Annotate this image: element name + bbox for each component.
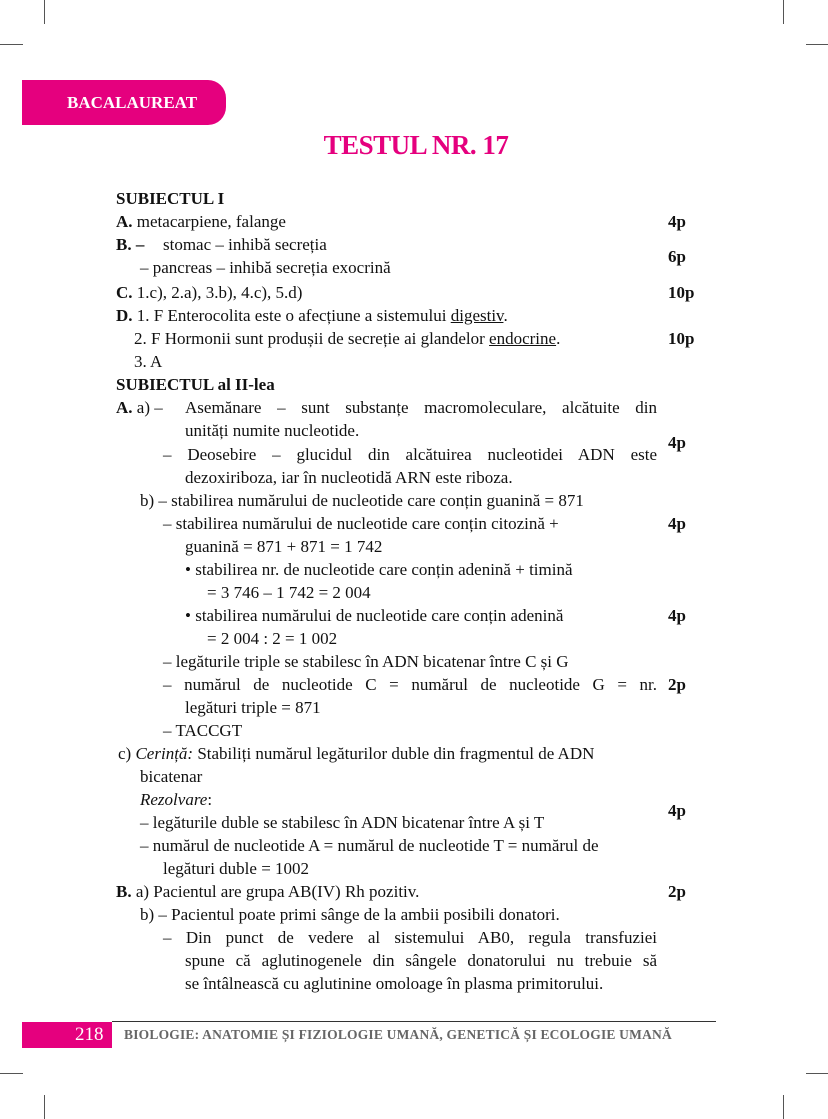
points: 10p	[668, 283, 695, 302]
heading-subiectul-2: SUBIECTUL al II-lea	[116, 375, 275, 394]
answer-1b-2: – pancreas – inhibă secreția exocrină	[140, 258, 391, 277]
points: 4p	[668, 212, 686, 231]
points: 6p	[668, 247, 686, 266]
answer-2c-4: – legăturile duble se stabilesc în ADN bicatenar între A și T	[140, 813, 545, 832]
answer-2c-5: – numărul de nucleotide A = numărul de nucleotide T = numărul de	[140, 836, 599, 855]
footer-book-title: BIOLOGIE: ANATOMIE ȘI FIZIOLOGIE UMANĂ, GENETICĂ ȘI ECOLOGIE UMANĂ	[124, 1027, 672, 1042]
answer-2b-7: = 2 004 : 2 = 1 002	[207, 629, 338, 648]
answer-2B-b1: b) – Pacientul poate primi sânge de la ambii posibili donatori.	[140, 905, 560, 924]
answer-1b: B. –	[116, 235, 145, 254]
crop-mark	[0, 1073, 23, 1074]
answer-2b-5: = 3 746 – 1 742 = 2 004	[207, 583, 371, 602]
page-title-text: TESTUL NR. 17	[323, 130, 509, 160]
section-tab-label: BACALAUREAT	[67, 93, 198, 112]
answer-2b-4: • stabilirea nr. de nucleotide care conțin adenină + timină	[185, 560, 573, 579]
answer-2c-6: legături duble = 1002	[163, 859, 310, 878]
answer-2b-6: • stabilirea numărului de nucleotide care conțin adenină	[185, 606, 564, 625]
answer-1d-2: 2. F Hormonii sunt produșii de secreție ai glandelor endocrine.	[134, 329, 561, 348]
answer-1d-3: 3. A	[134, 352, 163, 371]
answer-2a-2: unități numite nucleotide.	[185, 421, 360, 440]
answer-2c-2: bicatenar	[140, 767, 203, 786]
crop-mark	[0, 44, 23, 45]
answer-2b-8: – legăturile triple se stabilesc în ADN bicatenar între C și G	[163, 652, 569, 671]
page-title	[0, 130, 828, 161]
section-tab	[22, 80, 226, 125]
answer-2B-b2: – Din punct de vedere al sistemului AB0, regula transfuziei	[163, 928, 657, 947]
answer-2c-3: Rezolvare:	[140, 790, 213, 809]
answer-2a-label: A. a) –	[116, 398, 163, 417]
heading-subiectul-1: SUBIECTUL I	[116, 189, 225, 208]
page-number: 218	[75, 1024, 104, 1045]
answer-1a: A. metacarpiene, falange	[116, 212, 286, 231]
crop-mark	[44, 0, 45, 24]
answer-2a-1: Asemănare – sunt substanțe macromoleculare, alcătuite din	[185, 398, 657, 417]
answer-2a-4: dezoxiriboza, iar în nucleotidă ARN este riboza.	[185, 468, 513, 487]
crop-mark	[44, 1095, 45, 1119]
crop-mark	[783, 1095, 784, 1119]
points: 2p	[668, 882, 686, 901]
points: 4p	[668, 433, 686, 452]
answer-2b-2: – stabilirea numărului de nucleotide care conțin citozină +	[163, 514, 559, 533]
answer-2B-b4: se întâlnească cu aglutinine omoloage în plasma primitorului.	[185, 974, 604, 993]
answer-1c: C. 1.c), 2.a), 3.b), 4.c), 5.d)	[116, 283, 303, 302]
answer-2a-3: – Deosebire – glucidul din alcătuirea nucleotidei ADN este	[163, 445, 657, 464]
answer-2b-1: b) – stabilirea numărului de nucleotide care conțin guanină = 871	[140, 491, 584, 510]
crop-mark	[806, 44, 828, 45]
points: 2p	[668, 675, 686, 694]
crop-mark	[806, 1073, 828, 1074]
answer-2B-b3: spune că aglutinogenele din sângele donatorului nu trebuie să	[185, 951, 657, 970]
answer-2B-a: B. a) Pacientul are grupa AB(IV) Rh pozitiv.	[116, 882, 420, 901]
answer-2b-9: – numărul de nucleotide C = numărul de nucleotide G = nr.	[163, 675, 657, 694]
points: 4p	[668, 606, 686, 625]
answer-2b-10: legături triple = 871	[185, 698, 321, 717]
points: 4p	[668, 514, 686, 533]
points: 4p	[668, 801, 686, 820]
answer-1d-1: D. 1. F Enterocolita este o afecțiune a sistemului digestiv.	[116, 306, 508, 325]
answer-1b-1: stomac – inhibă secreția	[163, 235, 327, 254]
points: 10p	[668, 329, 695, 348]
answer-2b-3: guanină = 871 + 871 = 1 742	[185, 537, 383, 556]
crop-mark	[783, 0, 784, 24]
answer-2c-1: c) Cerință: Stabiliți numărul legăturilor duble din fragmentul de ADN	[118, 744, 595, 763]
answer-2b-11: – TACCGT	[163, 721, 243, 740]
